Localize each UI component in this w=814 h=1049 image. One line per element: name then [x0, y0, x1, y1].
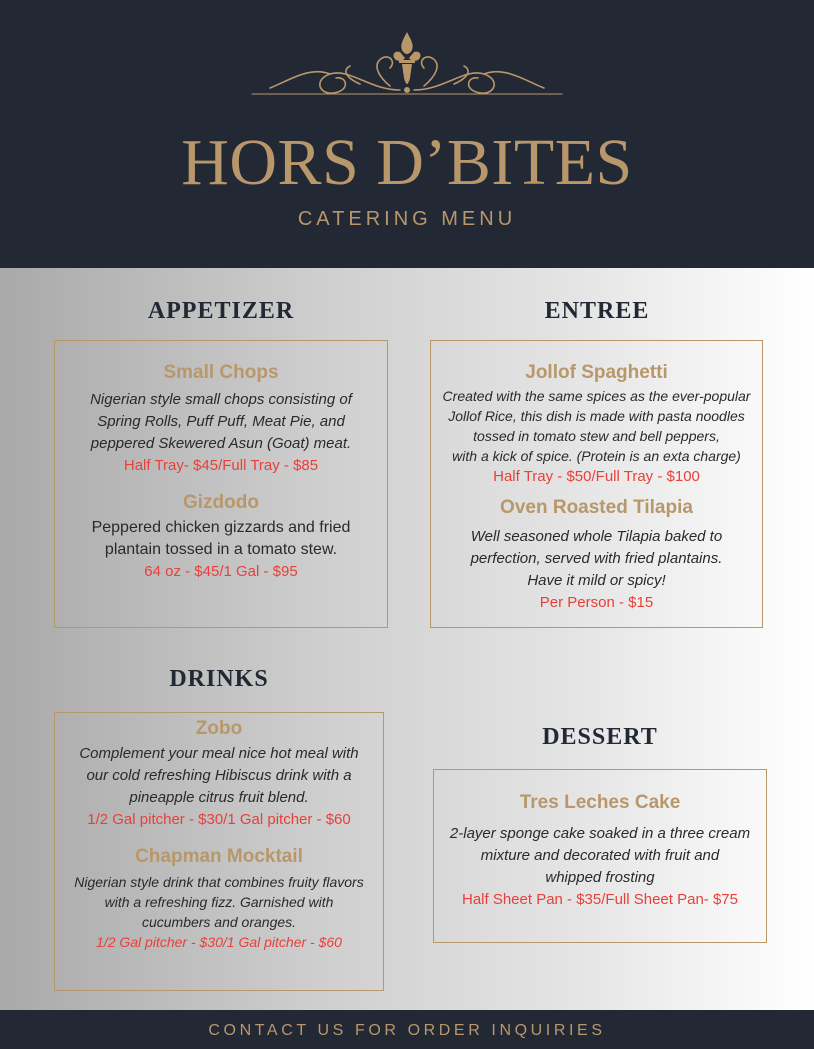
item-description: Complement your meal nice hot meal with our cold refreshing Hibiscus drink with a pineapple citrus fruit blend.	[79, 745, 359, 806]
item-description: Peppered chicken gizzards and fried plantain tossed in a tomato stew.	[91, 519, 351, 558]
entree-card	[430, 340, 763, 628]
item-name: Chapman Mocktail	[135, 846, 303, 867]
section-title-dessert: DESSERT	[542, 724, 658, 750]
dessert-card	[433, 769, 767, 943]
item-price: Half Tray- $45/Full Tray - $85	[123, 457, 319, 474]
drinks-card	[54, 712, 384, 991]
item-name: Jollof Spaghetti	[525, 362, 668, 383]
item-name: Small Chops	[163, 362, 279, 383]
header	[0, 0, 814, 268]
contact-text: CONTACT US FOR ORDER INQUIRIES	[208, 1022, 606, 1039]
item-price: 1/2 Gal pitcher - $30/1 Gal pitcher - $60	[87, 811, 351, 828]
footer	[0, 1010, 814, 1049]
brand-title: HORS D’BITES	[181, 126, 633, 199]
appetizer-card	[54, 340, 388, 628]
item-name: Zobo	[195, 718, 243, 739]
item-description: 2-layer sponge cake soaked in a three cream mixture and decorated with fruit and whipped frosting	[449, 825, 751, 886]
item-price: 64 oz - $45/1 Gal - $95	[144, 563, 298, 580]
item-description: Well seasoned whole Tilapia baked to perfection, served with fried plantains. Have it mild or spicy!	[470, 528, 723, 589]
item-description: Nigerian style drink that combines fruity flavors with a refreshing fizz. Garnished with cucumbers and oranges.	[74, 874, 364, 930]
section-title-drinks: DRINKS	[169, 666, 269, 692]
item-price: 1/2 Gal pitcher - $30/1 Gal pitcher - $60	[96, 934, 342, 950]
item-name: Gizdodo	[183, 492, 259, 513]
item-description: Nigerian style small chops consisting of Spring Rolls, Puff Puff, Meat Pie, and peppered Skewered Asun (Goat) meat.	[90, 391, 352, 452]
item-price: Half Tray - $50/Full Tray - $100	[493, 468, 700, 485]
item-description: Created with the same spices as the ever-popular Jollof Rice, this dish is made with pasta noodles tossed in tomato stew and bell peppers, with a kick of spice. (Protein is an exta charge)	[442, 388, 751, 464]
section-title-appetizer: APPETIZER	[147, 298, 295, 324]
item-price: Per Person - $15	[539, 594, 654, 611]
item-price: Half Sheet Pan - $35/Full Sheet Pan- $75	[461, 891, 738, 908]
menu-subtitle: CATERING MENU	[297, 208, 517, 230]
fleur-ornament-icon	[250, 28, 564, 106]
menu-content	[0, 268, 814, 1010]
section-title-entree: ENTREE	[544, 298, 650, 324]
item-name: Oven Roasted Tilapia	[500, 497, 693, 518]
item-name: Tres Leches Cake	[519, 792, 681, 813]
